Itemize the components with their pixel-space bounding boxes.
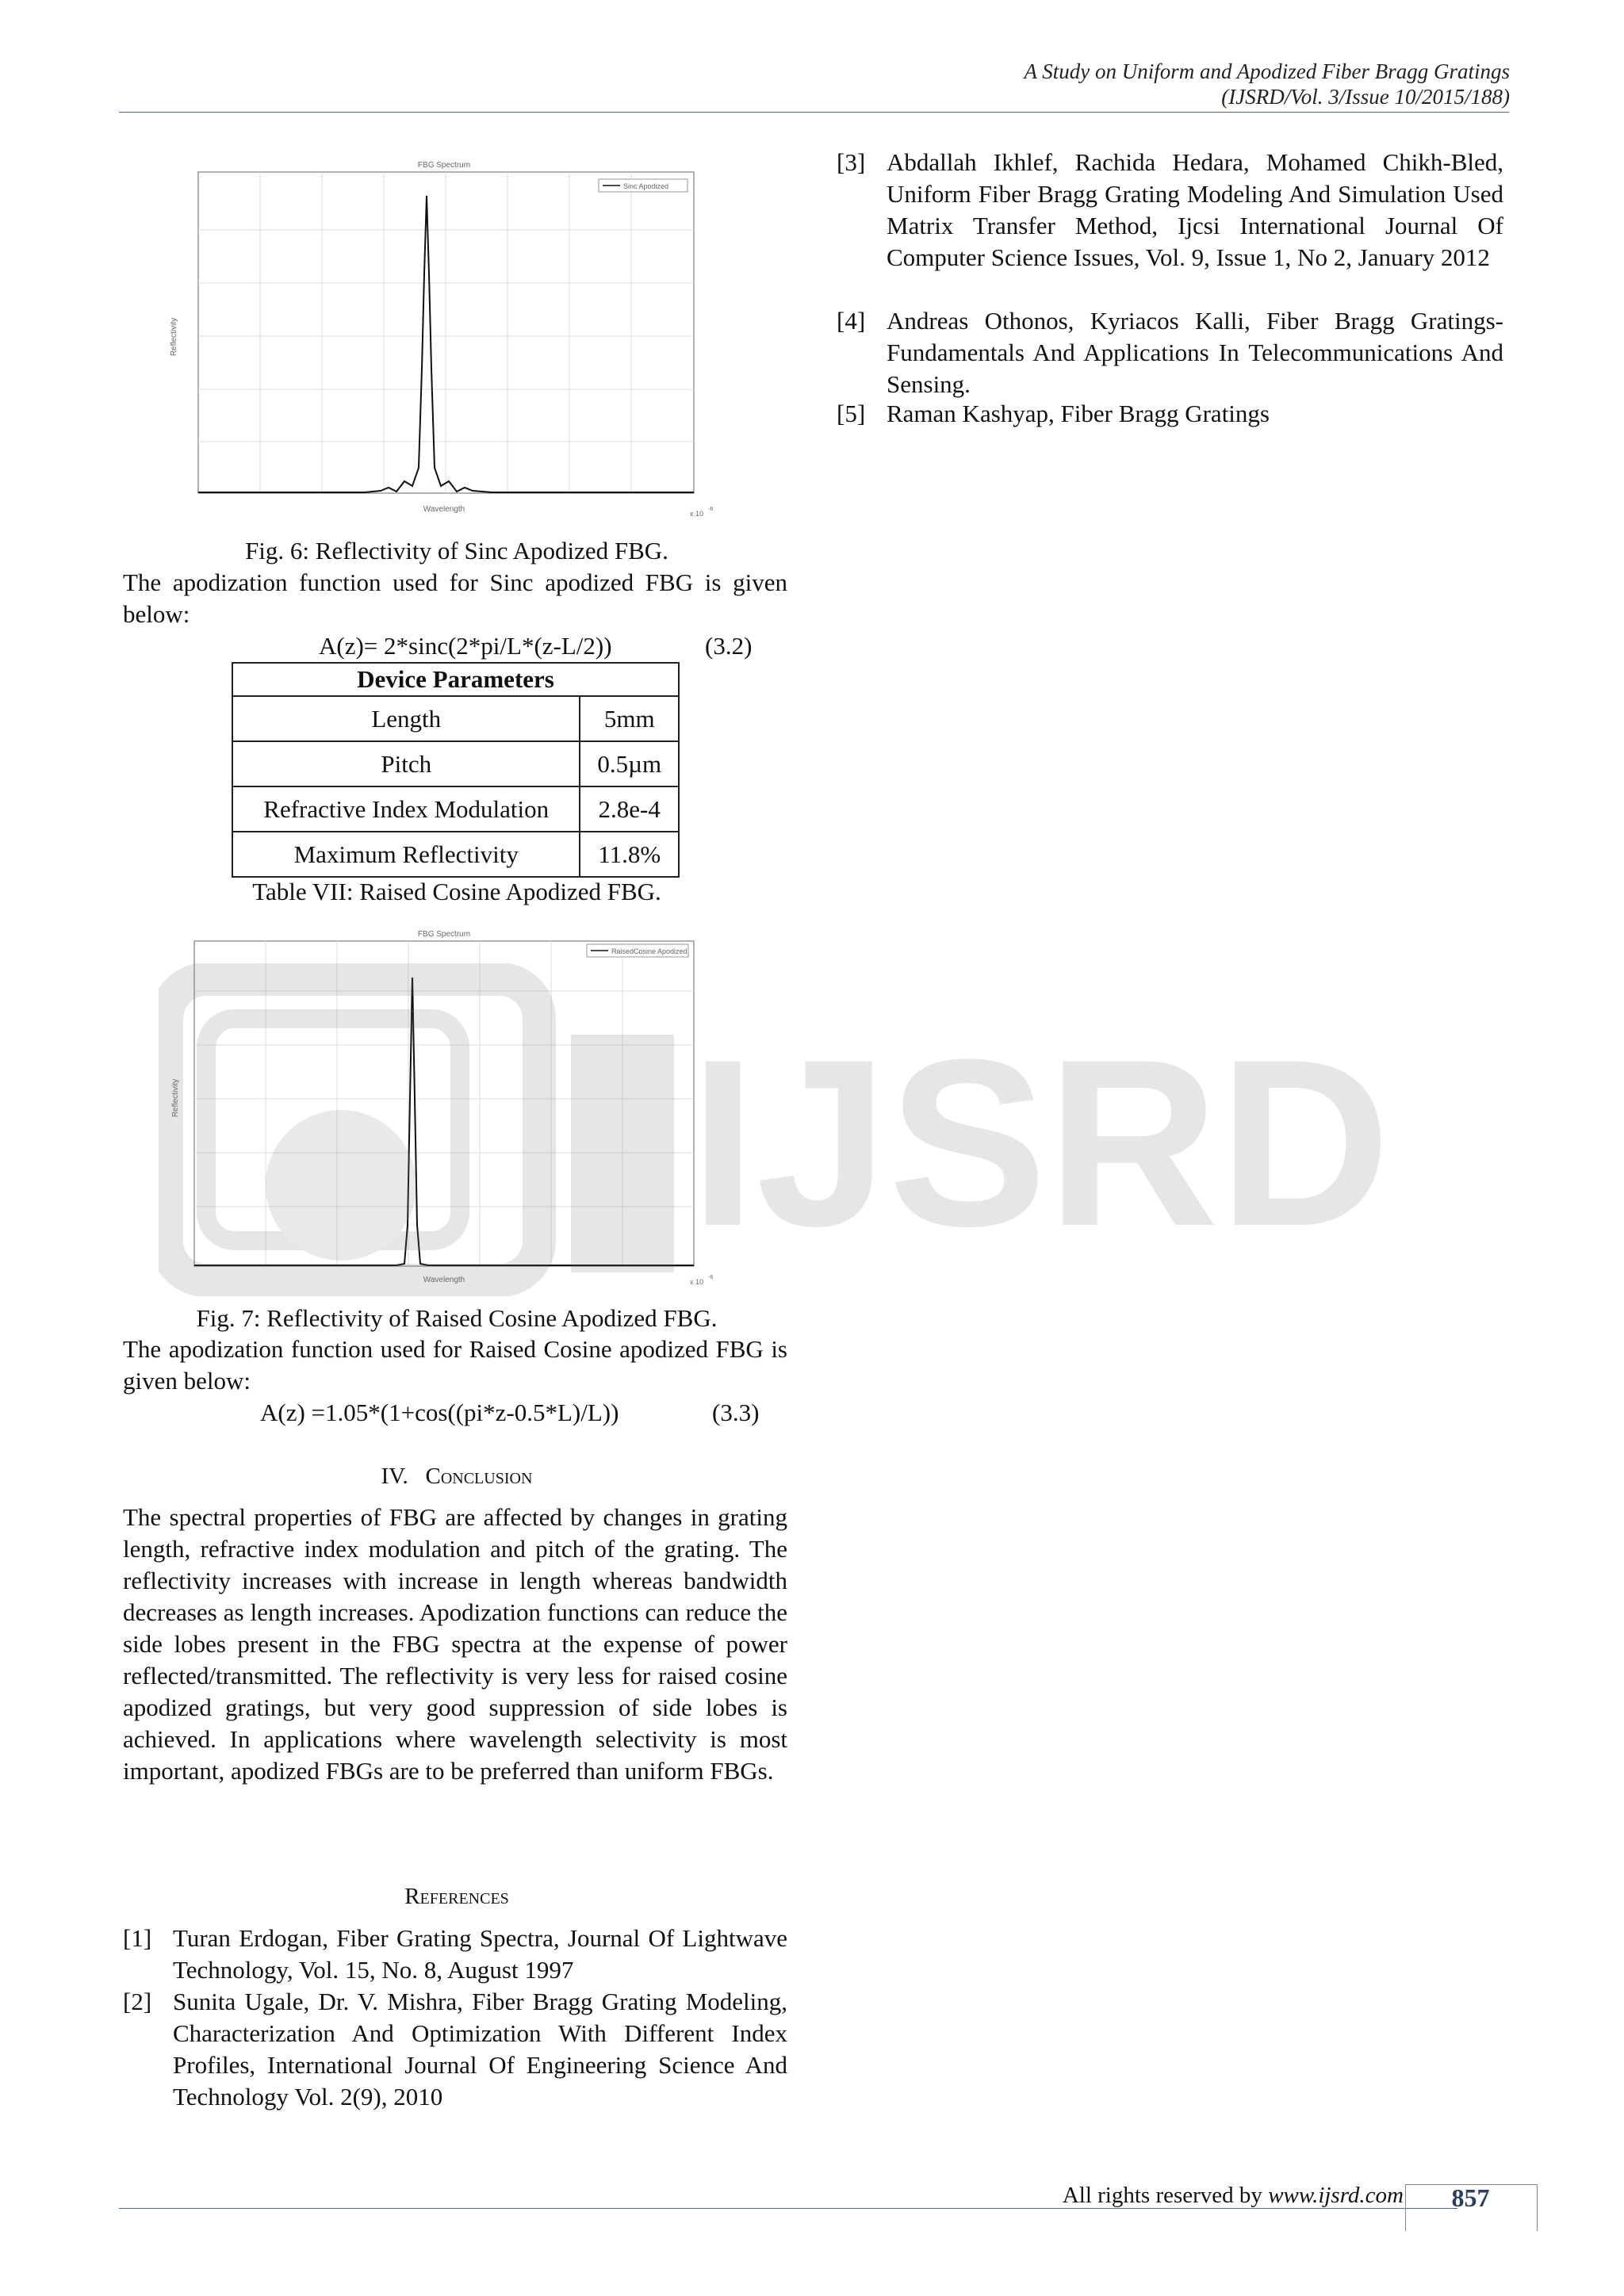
issue-info: (IJSRD/Vol. 3/Issue 10/2015/188) [1221,85,1510,109]
fig7-xlabel: Wavelength [423,1276,465,1284]
param-value: 5mm [580,696,679,741]
figure-6 [167,155,737,527]
figure-7-caption: Fig. 7: Reflectivity of Raised Cosine Apodized FBG. [196,1304,718,1332]
reference-text: Abdallah Ikhlef, Rachida Hedara, Mohamed Chikh-Bled, Uniform Fiber Bragg Grating Modeling And Simulation Used Matrix Transfer Method, Ijcsi International Journal Of Computer Science Issues, Vol. 9, Issue 1, No 2, January 2012 [887,148,1503,271]
param-value: 11.8% [580,832,679,877]
reference-item [837,147,1503,305]
fig7-ylabel: Reflectivity [171,1078,180,1118]
conclusion-heading [124,1460,790,1492]
fig6-x-multiplier: x 10 [690,510,704,518]
param-name: Maximum Reflectivity [232,832,580,877]
footer-rights [1063,2179,1404,2211]
fig6-ylabel: Reflectivity [170,317,178,357]
reference-text: Andreas Othonos, Kyriacos Kalli, Fiber Bragg Gratings-Fundamentals And Applications In Telecommunications And Sensing. [887,307,1503,398]
reference-item [123,1986,789,2113]
reference-number: [4] [837,307,866,335]
running-title: A Study on Uniform and Apodized Fiber Bragg Gratings [1024,59,1510,83]
page-number: 857 [1451,2183,1490,2212]
equation-3-2 [319,630,753,662]
reference-item [837,398,1503,430]
table-row [232,741,679,786]
equation-3-3-number: (3.3) [712,1399,760,1426]
footer-rights-text: All rights reserved by [1062,2183,1269,2208]
reference-text: Turan Erdogan, Fiber Grating Spectra, Journal Of Lightwave Technology, Vol. 15, No. 8, August 1997 [173,1924,787,1984]
fig7-x-exponent: -6 [708,1275,714,1280]
reference-number: [3] [837,148,866,176]
reference-number: [5] [837,400,866,427]
table-row [232,832,679,877]
conclusion-heading-number: IV. [381,1464,408,1489]
table-header: Device Parameters [232,663,679,696]
fig6-xlabel: Wavelength [423,505,465,514]
equation-3-2-formula: A(z)= 2*sinc(2*pi/L*(z-L/2)) [319,632,612,660]
param-name: Refractive Index Modulation [232,786,580,832]
table-row [232,696,679,741]
fig7-x-multiplier: x 10 [690,1278,704,1286]
reference-item [837,305,1503,400]
fig6-x-exponent: -6 [708,507,714,512]
footer-site-link[interactable]: www.ijsrd.com [1268,2183,1404,2208]
device-parameters-table [232,662,680,878]
reference-number: [2] [123,1988,152,2015]
table-caption: Table VII: Raised Cosine Apodized FBG. [252,878,661,905]
param-name: Pitch [232,741,580,786]
header-rule [119,112,1509,113]
reference-text: Sunita Ugale, Dr. V. Mishra, Fiber Bragg Grating Modeling, Characterization And Optimization With Different Index Profiles, International Journal Of Engineering Science And Technology Vol. 2(9), 2010 [173,1988,787,2110]
reference-number: [1] [123,1924,152,1952]
equation-3-3-formula: A(z) =1.05*(1+cos((pi*z-0.5*L)/L)) [260,1399,619,1426]
fig7-legend: RaisedCosine Apodized [611,947,688,955]
conclusion-heading-text: Conclusion [425,1464,533,1489]
fig7-plot-title: FBG Spectrum [417,930,471,939]
reference-text: Raman Kashyap, Fiber Bragg Gratings [887,400,1270,427]
fig6-legend: Sinc Apodized [623,182,669,190]
figure-6-caption: Fig. 6: Reflectivity of Sinc Apodized FBG. [245,537,668,564]
sinc-paragraph: The apodization function used for Sinc apodized FBG is given below: [123,568,787,628]
table-row [232,786,679,832]
equation-3-2-number: (3.2) [705,632,753,660]
param-value: 2.8e-4 [580,786,679,832]
references-heading: References [404,1884,509,1909]
reference-item [123,1923,789,1986]
conclusion-text: The spectral properties of FBG are affected by changes in grating length, refractive index modulation and pitch of the grating. The reflectivity increases with increase in length whereas bandwidth decreases as length increases. Apodization functions can reduce the side lobes present in the FBG spectra at the expense of power reflected/transmitted. The reflectivity is very less for raised cosine apodized gratings, but very good suppression of side lobes is achieved. In applications where wavelength selectivity is most important, apodized FBGs are to be preferred than uniform FBGs. [123,1503,787,1785]
watermark-text: IJSRD [690,1009,1391,1276]
raised-cosine-paragraph: The apodization function used for Raised Cosine apodized FBG is given below: [123,1335,787,1395]
param-value: 0.5µm [580,741,679,786]
param-name: Length [232,696,580,741]
fig6-plot-title: FBG Spectrum [417,161,471,170]
ijsrd-watermark-logo [159,963,1443,1304]
equation-3-3 [260,1397,760,1429]
